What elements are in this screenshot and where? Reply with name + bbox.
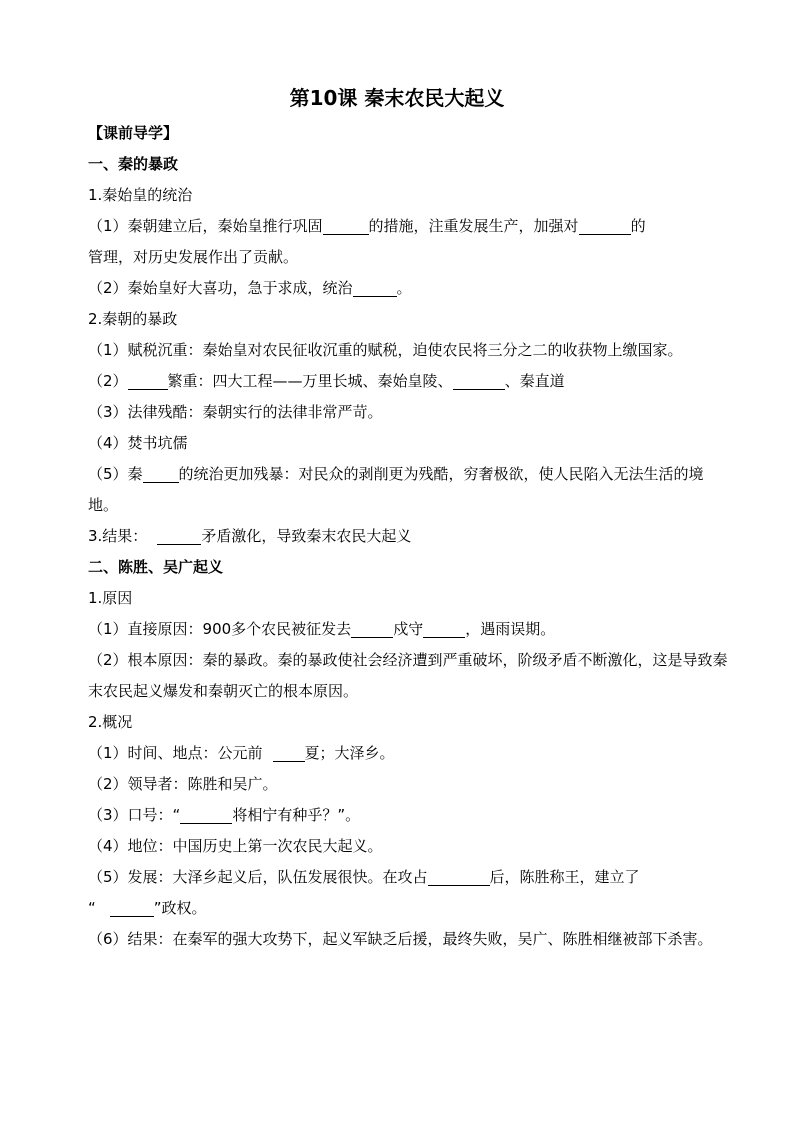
document-body — [88, 118, 728, 955]
fill-blank[interactable] — [423, 619, 465, 638]
item-2-2-4: （4）地位：中国历史上第一次农民大起义。 — [88, 837, 383, 855]
text: 。 — [396, 279, 412, 297]
text: 、秦直道 — [504, 372, 565, 390]
fill-blank[interactable] — [157, 526, 201, 545]
text: （2）秦始皇好大喜功，急于求成，统治 — [88, 279, 353, 297]
text: 的统治更加残暴：对民众的剥削更为残酷，穷奢极欲，使人民陷入无法生活的境地。 — [88, 465, 704, 514]
item-2-2-6: （6）结果：在秦军的强大攻势下，起义军缺乏后援，最终失败，吴广、陈胜相继被部下杀害。 — [88, 930, 713, 948]
text: 的措施，注重发展生产，加强对 — [368, 217, 579, 235]
fill-blank[interactable] — [579, 216, 631, 235]
text: 将相宁有种乎？”。 — [232, 806, 361, 824]
subheading-1-2: 2.秦朝的暴政 — [88, 310, 178, 328]
item-1-2-4: （4）焚书坑儒 — [88, 434, 188, 452]
text: （2） — [88, 372, 128, 390]
fill-blank[interactable] — [453, 371, 505, 390]
item-1-2-1: （1）赋税沉重：秦始皇对农民征收沉重的赋税，迫使农民将三分之二的收获物上缴国家。 — [88, 341, 683, 359]
text: 繁重：四大工程——万里长城、秦始皇陵、 — [167, 372, 453, 390]
fill-blank[interactable] — [353, 278, 397, 297]
text: 夏；大泽乡。 — [304, 744, 395, 762]
text: （1）秦朝建立后，秦始皇推行巩固 — [88, 217, 323, 235]
text: 矛盾激化，导致秦末农民大起义 — [201, 527, 412, 545]
item-1-2-3: （3）法律残酷：秦朝实行的法律非常严苛。 — [88, 403, 383, 421]
item-1-2-5 — [88, 459, 728, 521]
item-2-2-2: （2）领导者：陈胜和吴广。 — [88, 775, 278, 793]
text: （5）秦 — [88, 465, 143, 483]
subheading-1-1: 1.秦始皇的统治 — [88, 186, 193, 204]
text: 的 — [630, 217, 646, 235]
fill-blank[interactable] — [323, 216, 369, 235]
text: （1）时间、地点：公元前 — [88, 744, 263, 762]
text: “ — [88, 899, 96, 917]
fill-blank[interactable] — [143, 464, 179, 483]
heading-2: 二、陈胜、吴广起义 — [88, 558, 224, 576]
subheading-2-1: 1.原因 — [88, 589, 133, 607]
fill-blank[interactable] — [110, 898, 154, 917]
text: （5）发展：大泽乡起义后，队伍发展很快。在攻占 — [88, 868, 428, 886]
item-1-1-1 — [88, 211, 728, 242]
item-2-1-2: （2）根本原因：秦的暴政。秦的暴政使社会经济遭到严重破坏，阶级矛盾不断激化，这是导致秦末农民起义爆发和秦朝灭亡的根本原因。 — [88, 651, 728, 700]
fill-blank[interactable] — [128, 371, 168, 390]
fill-blank[interactable] — [180, 805, 232, 824]
text: 戍守 — [393, 620, 424, 638]
section-header: 【课前导学】 — [88, 124, 179, 142]
text: ”政权。 — [153, 899, 207, 917]
heading-1: 一、秦的暴政 — [88, 155, 179, 173]
item-2-2-3 — [88, 800, 728, 831]
fill-blank[interactable] — [273, 743, 305, 762]
subheading-2-2: 2.概况 — [88, 713, 133, 731]
text: ，遇雨误期。 — [465, 620, 556, 638]
fill-blank[interactable] — [351, 619, 393, 638]
text: 3.结果： — [88, 527, 148, 545]
text: （3）口号：“ — [88, 806, 181, 824]
item-2-1-1 — [88, 614, 728, 645]
lesson-title: 第10课 秦末农民大起义 — [289, 86, 505, 110]
item-1-2-2 — [88, 366, 728, 397]
subheading-1-3 — [88, 521, 728, 552]
item-2-2-5 — [88, 862, 728, 893]
text: 后，陈胜称王，建立了 — [489, 868, 640, 886]
fill-blank[interactable] — [428, 867, 490, 886]
item-1-1-1-cont: 管理，对历史发展作出了贡献。 — [88, 248, 299, 266]
text: （1）直接原因：900多个农民被征发去 — [88, 620, 352, 638]
item-2-2-1 — [88, 738, 728, 769]
item-1-1-2 — [88, 273, 728, 304]
item-2-2-5-cont — [88, 893, 728, 924]
